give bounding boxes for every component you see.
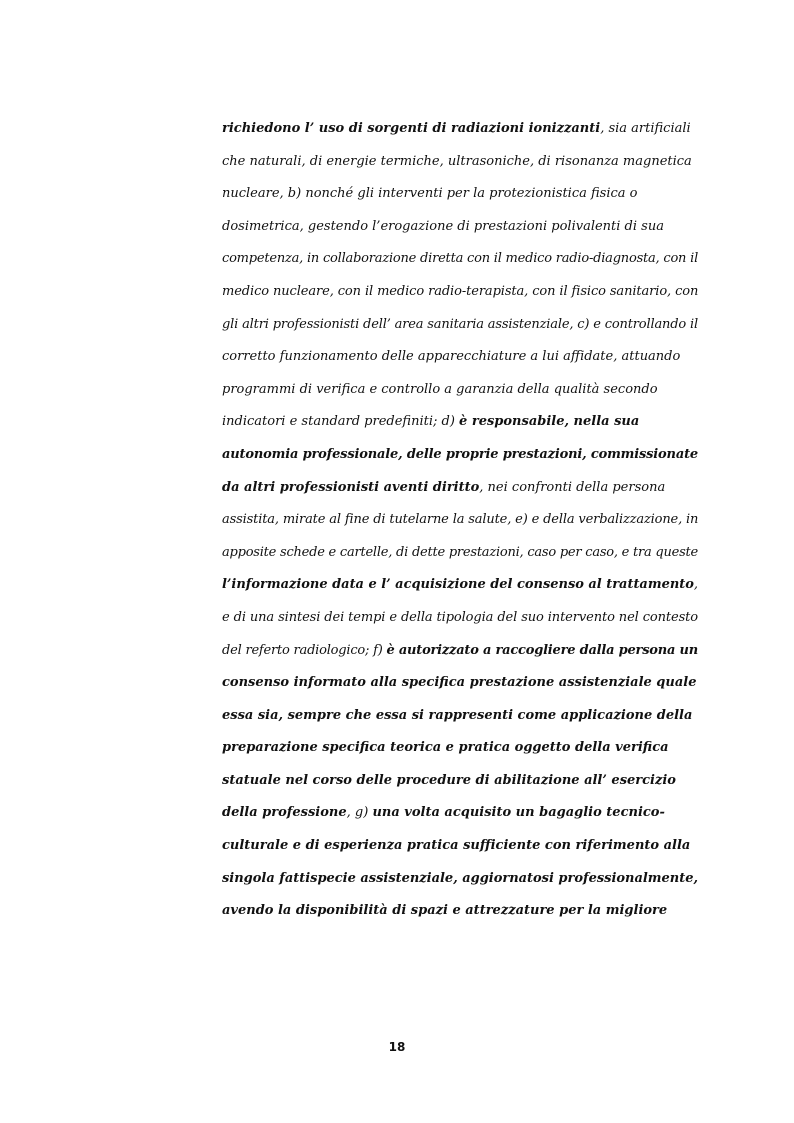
- text-line: [222, 537, 700, 570]
- bold-text-run: culturale e di esperienza pratica sufficiente con riferimento alla: [222, 838, 691, 854]
- text-line: [222, 113, 700, 146]
- text-line: [222, 276, 700, 309]
- bold-text-run: della professione: [222, 805, 347, 821]
- text-run: che naturali, di energie termiche, ultrasoniche, di risonanza magnetica: [222, 153, 692, 169]
- text-line: [222, 863, 700, 896]
- bold-text-run: singola fattispecie assistenziale, aggiornatosi professionalmente,: [222, 870, 698, 886]
- bold-text-run: da altri professionisti aventi diritto: [222, 479, 480, 495]
- bold-text-run: statuale nel corso delle procedure di abilitazione all’ esercizio: [222, 772, 676, 788]
- body-text: [222, 113, 700, 928]
- text-line: [222, 211, 700, 244]
- bold-text-run: essa sia, sempre che essa si rappresenti come applicazione della: [222, 707, 693, 723]
- text-run: dosimetrica, gestendo l’erogazione di prestazioni polivalenti di sua: [222, 218, 664, 234]
- text-line: [222, 374, 700, 407]
- text-line: [222, 830, 700, 863]
- text-run: , nei confronti della persona: [479, 479, 666, 495]
- text-line: [222, 341, 700, 374]
- text-line: [222, 700, 700, 733]
- bold-text-run: una volta acquisito un bagaglio tecnico-: [372, 805, 665, 821]
- text-run: nucleare, b) nonché gli interventi per la protezionistica fisica o: [222, 186, 638, 202]
- text-line: [222, 309, 700, 342]
- text-run: , sia artificiali: [600, 121, 691, 136]
- text-line: [222, 667, 700, 700]
- text-line: [222, 635, 700, 668]
- text-line: [222, 895, 700, 928]
- bold-text-run: richiedono l’ uso di sorgenti di radiazioni ionizzanti: [222, 121, 601, 136]
- text-line: [222, 765, 700, 798]
- bold-text-run: è responsabile, nella sua: [459, 414, 640, 430]
- text-line: [222, 243, 700, 276]
- bold-text-run: l’informazione data e l’ acquisizione del consenso al trattamento: [222, 577, 694, 593]
- text-run: apposite schede e cartelle, di dette prestazioni, caso per caso, e tra queste: [222, 544, 699, 560]
- text-line: [222, 569, 700, 602]
- text-line: [222, 797, 700, 830]
- text-run: ,: [693, 577, 699, 593]
- text-run: competenza, in collaborazione diretta con il medico radio-diagnosta, con il: [222, 251, 699, 267]
- text-line: [222, 178, 700, 211]
- bold-text-run: autonomia professionale, delle proprie prestazioni, commissionate: [222, 446, 699, 462]
- text-line: [222, 602, 700, 635]
- text-line: [222, 439, 700, 472]
- page-number: 18: [388, 1040, 406, 1054]
- text-run: gli altri professionisti dell’ area sanitaria assistenziale, c) e controllando il: [222, 316, 698, 332]
- text-run: corretto funzionamento delle apparecchiature a lui affidate, attuando: [222, 349, 681, 365]
- text-line: [222, 732, 700, 765]
- text-line: [222, 146, 700, 179]
- bold-text-run: preparazione specifica teorica e pratica oggetto della verifica: [222, 740, 669, 756]
- text-run: programmi di verifica e controllo a garanzia della qualità secondo: [222, 381, 658, 397]
- text-run: , g): [346, 805, 373, 821]
- text-run: e di una sintesi dei tempi e della tipologia del suo intervento nel contesto: [222, 609, 698, 625]
- text-run: del referto radiologico; f): [222, 642, 387, 658]
- text-run: medico nucleare, con il medico radio-terapista, con il fisico sanitario, con: [222, 283, 699, 299]
- text-line: [222, 472, 700, 505]
- text-run: indicatori e standard predefiniti; d): [222, 414, 460, 430]
- text-line: [222, 406, 700, 439]
- text-line: [222, 504, 700, 537]
- bold-text-run: avendo la disponibilità di spazi e attrezzature per la migliore: [222, 903, 668, 919]
- bold-text-run: consenso informato alla specifica prestazione assistenziale quale: [222, 675, 697, 691]
- bold-text-run: è autorizzato a raccogliere dalla persona un: [386, 642, 698, 658]
- text-run: assistita, mirate al fine di tutelarne la salute, e) e della verbalizzazione, in: [222, 512, 699, 528]
